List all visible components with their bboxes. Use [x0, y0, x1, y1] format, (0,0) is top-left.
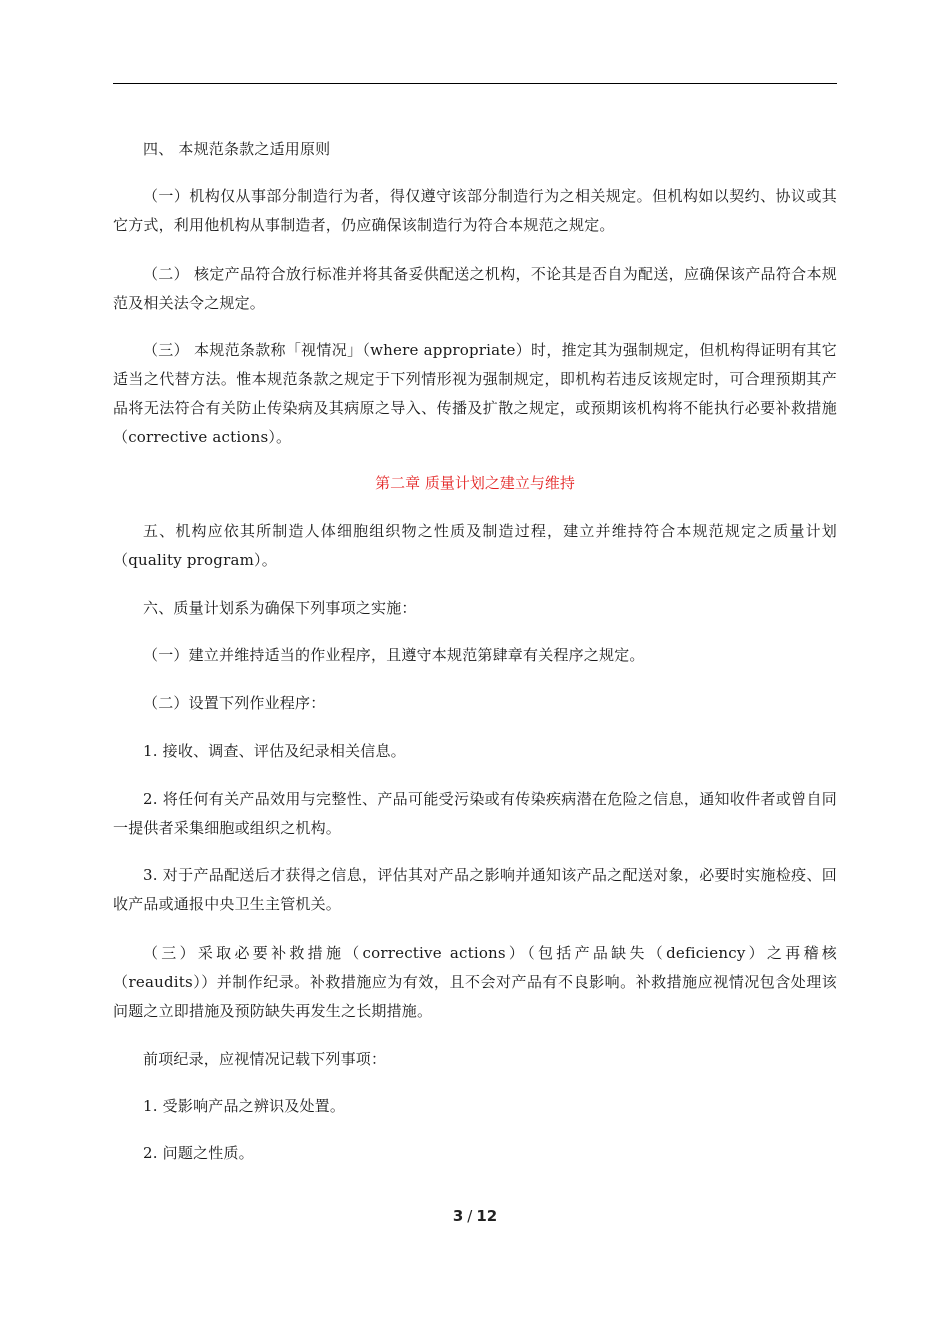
list-item: 3. 对于产品配送后才获得之信息，评估其对产品之影响并通知该产品之配送对象，必要时实施检疫、回收产品或通报中央卫生主管机关。 — [113, 866, 837, 913]
list-item: 1. 受影响产品之辨识及处置。 — [143, 1097, 346, 1115]
header-rule — [113, 83, 837, 84]
section-heading: 四、 本规范条款之适用原则 — [143, 140, 331, 158]
paragraph: （二）设置下列作业程序： — [143, 694, 326, 712]
page-separator: / — [467, 1207, 473, 1225]
paragraph: （二） 核定产品符合放行标准并将其备妥供配送之机构，不论其是否自为配送，应确保该产品符合本规范及相关法令之规定。 — [113, 265, 837, 312]
list-item: 2. 将任何有关产品效用与完整性、产品可能受污染或有传染疾病潜在危险之信息，通知收件者或曾自同一提供者采集细胞或组织之机构。 — [113, 790, 837, 837]
paragraph: 五、机构应依其所制造人体细胞组织物之性质及制造过程，建立并维持符合本规范规定之质量计划（quality program）。 — [113, 522, 837, 569]
chapter-title: 第二章 质量计划之建立与维持 — [375, 474, 575, 492]
page-number — [0, 1207, 950, 1225]
paragraph: 六、质量计划系为确保下列事项之实施： — [143, 599, 417, 617]
paragraph: （三） 本规范条款称「视情况」（where appropriate）时，推定其为强制规定，但机构得证明有其它适当之代替方法。惟本规范条款之规定于下列情形视为强制规定，即机构若违反该规定时，可合理预期其产品将无法符合有关防止传染病及其病原之导入、传播及扩散之规定，或预期该机构将不能执行必要补救措施（corrective actions）。 — [113, 341, 837, 446]
page-total: 12 — [476, 1207, 498, 1225]
paragraph: （一）机构仅从事部分制造行为者，得仅遵守该部分制造行为之相关规定。但机构如以契约、协议或其它方式，利用他机构从事制造者，仍应确保该制造行为符合本规范之规定。 — [113, 187, 837, 234]
paragraph: （三）采取必要补救措施（corrective actions）（包括产品缺失（deficiency）之再稽核（reaudits））并制作纪录。补救措施应为有效，且不会对产品有不良影响。补救措施应视情况包含处理该问题之立即措施及预防缺失再发生之长期措施。 — [113, 944, 837, 1020]
list-item: 2. 问题之性质。 — [143, 1144, 254, 1162]
page-current: 3 — [452, 1207, 464, 1225]
paragraph: （一）建立并维持适当的作业程序，且遵守本规范第肆章有关程序之规定。 — [143, 646, 645, 664]
list-item: 1. 接收、调查、评估及纪录相关信息。 — [143, 742, 406, 760]
paragraph: 前项纪录，应视情况记载下列事项： — [143, 1050, 387, 1068]
